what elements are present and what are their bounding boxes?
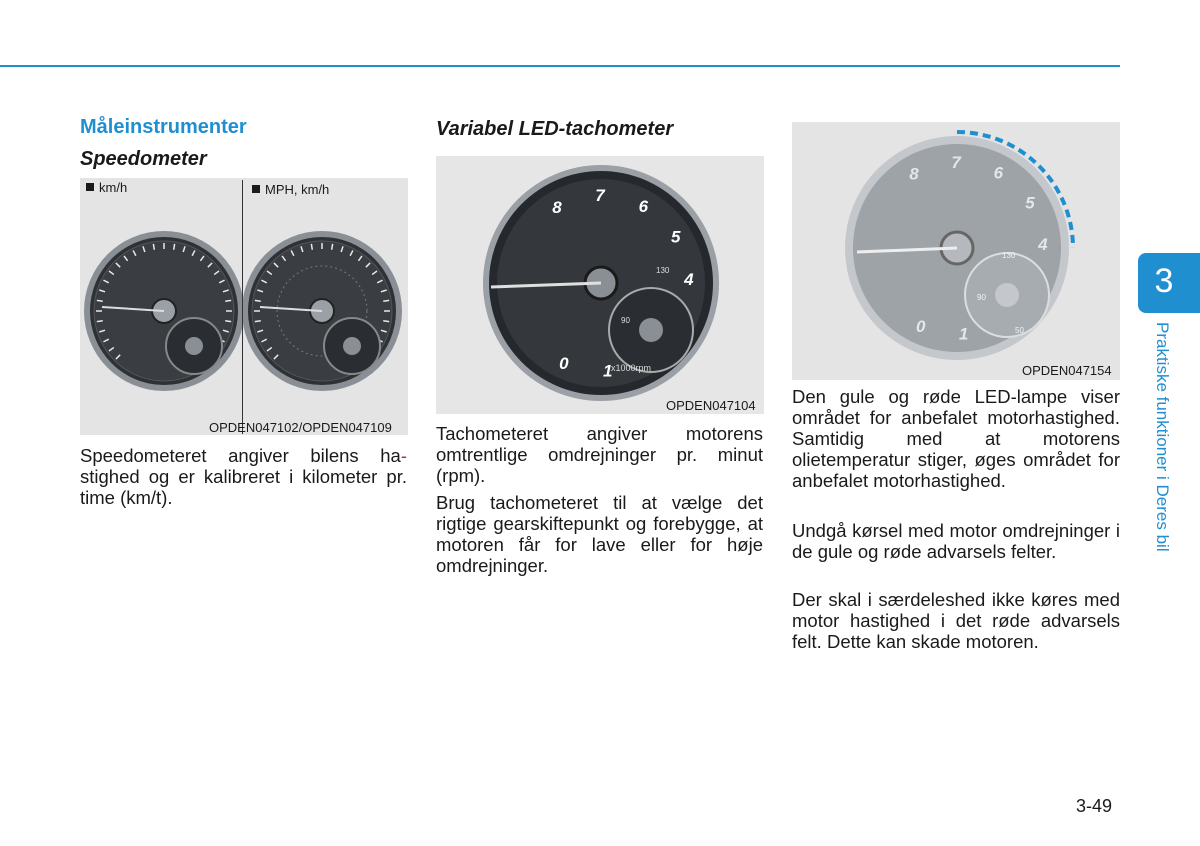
led-temp-high: 130 xyxy=(1002,251,1016,260)
gauge-tick xyxy=(383,321,389,322)
legend-mph-label: MPH, km/h xyxy=(265,182,330,197)
rpm-numeral: 4 xyxy=(684,270,694,290)
rpm-numeral: 6 xyxy=(993,163,1004,183)
rpm-numeral: 7 xyxy=(595,186,605,205)
chapter-number: 3 xyxy=(1154,262,1174,300)
tachometer-para1: Tachometeret angiver motorens omtrentlige omdrejninger pr. minut (rpm). xyxy=(436,423,763,486)
rpm-numeral: 1 xyxy=(602,361,613,381)
tachometer-para2: Brug tachometeret til at vælge det rigtige gearskiftepunkt og forebygge, at motoren får for lave eller for høje omdrejninger. xyxy=(436,492,763,576)
led-temp-mid: 90 xyxy=(977,293,986,302)
gauge-tick xyxy=(225,300,231,301)
legend-square-icon xyxy=(252,185,260,193)
chapter-title xyxy=(1150,322,1176,578)
led-temp-low: 50 xyxy=(1015,326,1024,335)
gauge-tick xyxy=(225,321,231,322)
led-para3: Der skal i særdeleshed ikke køres med motor hastighed i det røde advarsels felt. Dette kan skade motoren. xyxy=(792,589,1120,652)
rpm-numeral: 8 xyxy=(909,164,919,184)
speedometer-figure xyxy=(80,178,408,435)
header-rule xyxy=(0,65,1120,67)
section-heading: Måleinstrumenter xyxy=(80,116,247,138)
speedometer-description xyxy=(80,445,407,508)
rpm-numeral: 4 xyxy=(1038,235,1048,255)
tachometer-illustration xyxy=(436,156,764,414)
legend-kmh-label: km/h xyxy=(99,180,128,195)
tacho-temp-high: 130 xyxy=(656,266,670,275)
led-para1: Den gule og røde LED-lampe viser området for anbefalet motorhastighed. Samtidig med at motorens olietemperatur stiger, øges området for anbefalet motorhastighed. xyxy=(792,386,1120,491)
rpm-numeral: 5 xyxy=(670,227,681,247)
gauge-tick xyxy=(97,321,103,322)
speedometer-heading: Speedometer xyxy=(80,148,207,170)
speedometer-text-part2: stighed og er kalibreret i kilometer pr. time (km/t). xyxy=(80,466,407,508)
speedometer-text-part1: Speedometeret angiver bilens ha xyxy=(80,445,401,466)
gauge-tick xyxy=(311,244,312,250)
gauge-tick xyxy=(332,244,333,250)
legend-mph xyxy=(252,182,329,197)
rpm-numeral: 0 xyxy=(559,353,569,373)
rpm-numeral: 7 xyxy=(951,153,961,172)
speedometer-illustration xyxy=(80,178,408,435)
hyphen-mark: - xyxy=(400,445,407,466)
gauge-tick xyxy=(383,300,389,301)
gauge-tick xyxy=(97,300,103,301)
gauge-tick xyxy=(174,244,175,250)
led-caption: OPDEN047154 xyxy=(1022,363,1112,378)
rpm-numeral: 1 xyxy=(958,324,969,344)
page-number: 3-49 xyxy=(1076,796,1113,816)
kmh-gauge xyxy=(84,231,244,391)
gauge-tick xyxy=(153,244,154,250)
chapter-tab[interactable] xyxy=(1138,253,1200,313)
figure-divider xyxy=(242,180,243,434)
rpm-numeral: 8 xyxy=(552,197,562,217)
tacho-temp-mid: 90 xyxy=(621,316,630,325)
speedometer-caption: OPDEN047102/OPDEN047109 xyxy=(209,420,392,435)
led-tachometer-illustration xyxy=(792,122,1120,380)
tachometer-caption: OPDEN047104 xyxy=(666,398,756,413)
gauge-tick xyxy=(255,321,261,322)
legend-square-icon xyxy=(86,183,94,191)
chapter-title-text: Praktiske funktioner i Deres bil xyxy=(1153,322,1172,552)
gauge-tick xyxy=(255,300,261,301)
rpm-numeral: 5 xyxy=(1025,193,1035,213)
rpm-numeral: 6 xyxy=(638,196,649,216)
tachometer-figure xyxy=(436,156,764,414)
mph-gauge xyxy=(242,231,402,391)
legend-kmh xyxy=(86,180,127,195)
rpm-numeral: 0 xyxy=(915,316,926,336)
led-figure xyxy=(792,122,1120,380)
led-para2: Undgå kørsel med motor omdrejninger i de gule og røde advarsels felter. xyxy=(792,520,1120,562)
tachometer-heading: Variabel LED-tachometer xyxy=(436,118,674,140)
tacho-unit: x1000rpm xyxy=(611,363,652,373)
